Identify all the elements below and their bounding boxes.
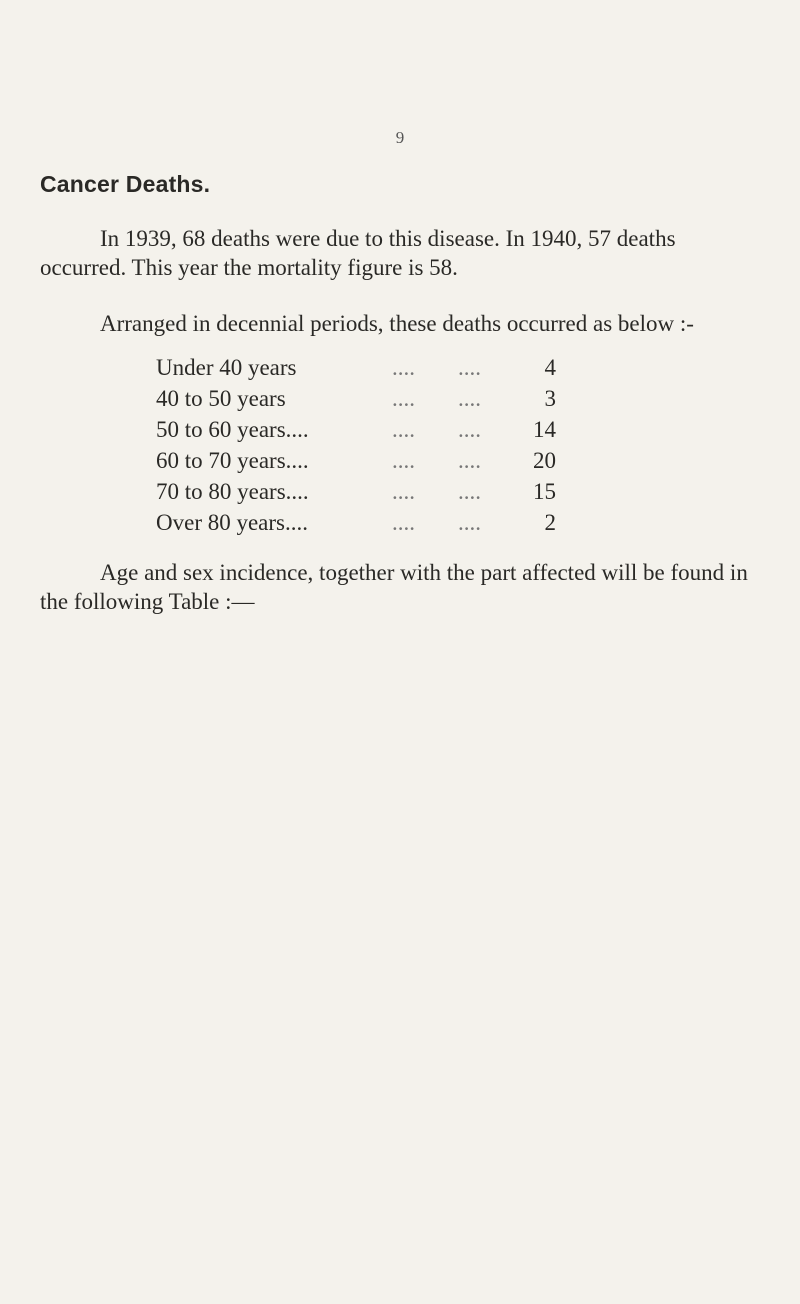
table-row: [156, 476, 556, 507]
leader-dots: ....: [392, 448, 415, 473]
death-count: 3: [544, 386, 556, 411]
table-row: [156, 352, 556, 383]
leader-dots: ....: [458, 448, 481, 473]
period-label: 70 to 80 years....: [156, 479, 309, 504]
leader-dots: ....: [458, 417, 481, 442]
period-label: 60 to 70 years....: [156, 448, 309, 473]
decennial-periods-table: [156, 352, 556, 538]
leader-dots: ....: [392, 479, 415, 504]
death-count: 2: [544, 510, 556, 535]
arrangement-paragraph: Arranged in decennial periods, these deaths occurred as below :-: [100, 311, 694, 336]
intro-paragraph: In 1939, 68 deaths were due to this disease. In 1940, 57 deaths occurred. This year the mortality figure is 58.: [40, 226, 676, 280]
leader-dots: ....: [458, 386, 481, 411]
death-count: 4: [544, 355, 556, 380]
period-label: 40 to 50 years: [156, 386, 286, 411]
period-label: Over 80 years....: [156, 510, 309, 535]
death-count: 15: [533, 479, 556, 504]
table-row: [156, 445, 556, 476]
table-row: [156, 414, 556, 445]
closing-paragraph: Age and sex incidence, together with the part affected will be found in the following Table :—: [40, 560, 748, 614]
leader-dots: ....: [392, 355, 415, 380]
table-row: [156, 383, 556, 414]
death-count: 14: [533, 417, 556, 442]
leader-dots: ....: [392, 386, 415, 411]
period-label: 50 to 60 years....: [156, 417, 309, 442]
leader-dots: ....: [458, 479, 481, 504]
leader-dots: ....: [458, 510, 481, 535]
page-number: 9: [395, 128, 405, 147]
table-row: [156, 507, 556, 538]
section-heading: Cancer Deaths.: [40, 171, 211, 197]
death-count: 20: [533, 448, 556, 473]
leader-dots: ....: [392, 417, 415, 442]
leader-dots: ....: [392, 510, 415, 535]
period-label: Under 40 years: [156, 355, 297, 380]
leader-dots: ....: [458, 355, 481, 380]
